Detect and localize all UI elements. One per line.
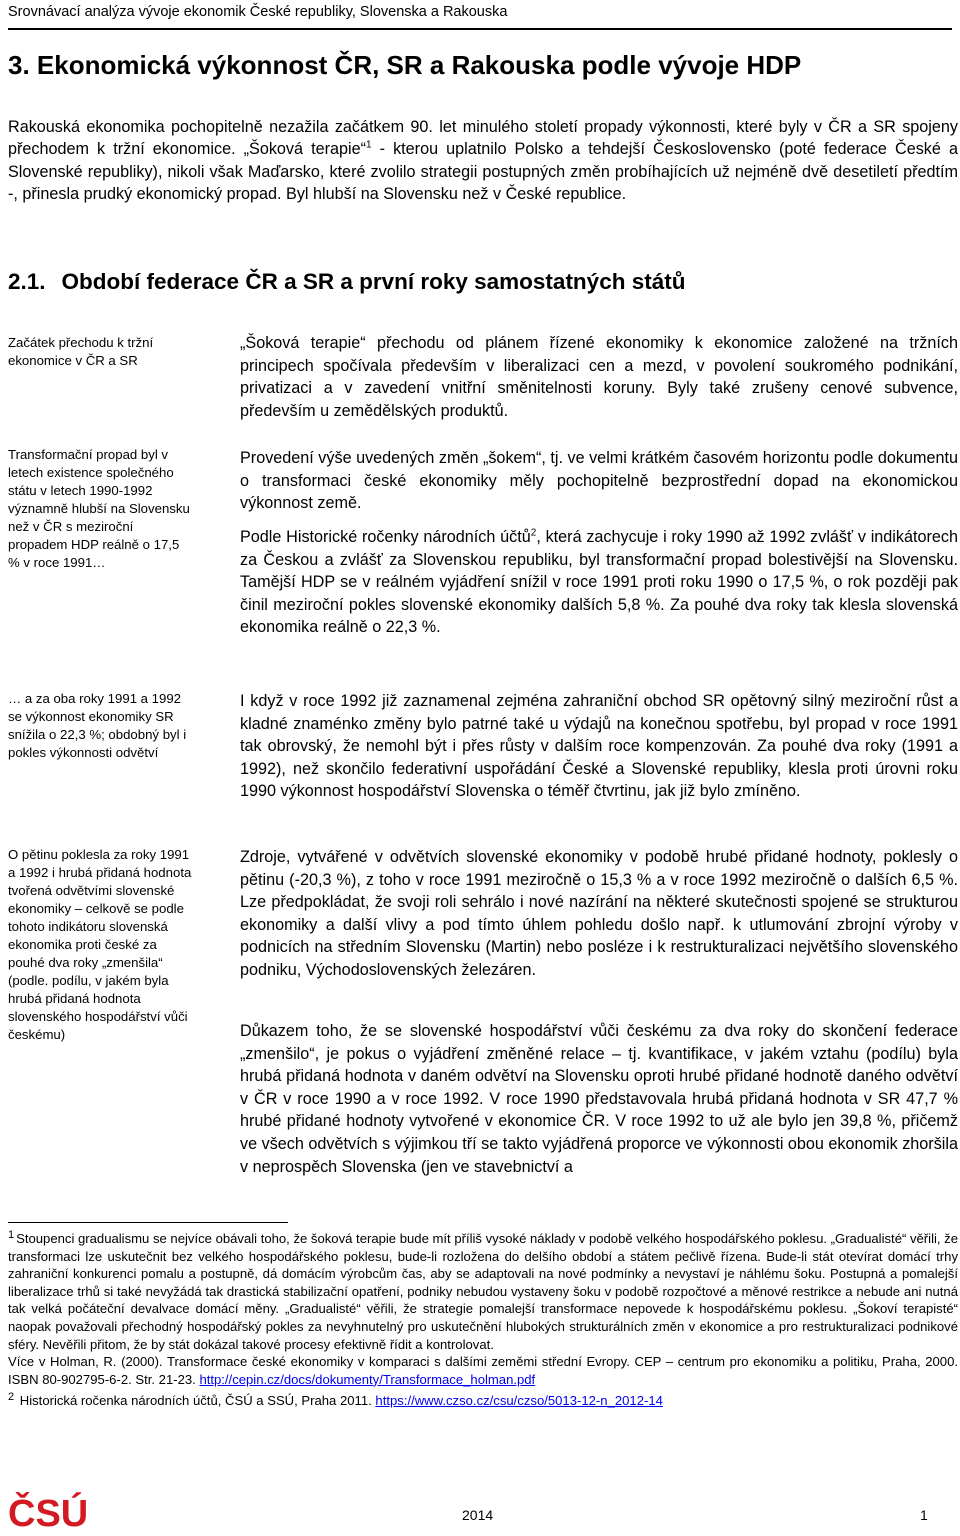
footnotes [8, 1230, 958, 1414]
section-title [8, 266, 952, 298]
footnote-2-link[interactable]: https://www.czso.cz/csu/czso/5013-12-n_2012-14 [375, 1393, 663, 1409]
footnote-2-number: 2 [8, 1390, 15, 1403]
section-title-text: Období federace ČR a SR a první roky samostatných států [61, 269, 686, 294]
paragraph-shock-therapy: „Šoková terapie“ přechodu od plánem řízené ekonomiky k ekonomice založené na tržních principech spočívala především v liberalizaci cen a mezd, v povolení soukromého podnikání, privatizaci a v zavedení vnitřní směnitelnosti koruny. Byly také zrušeny cenové subvence, především u zemědělských produktů. [240, 334, 958, 420]
footnote-2 [8, 1392, 958, 1410]
paragraph-historical-yearbook [240, 526, 958, 639]
paragraph-shock-implementation: Provedení výše uvedených změn „šokem“, tj. ve velmi krátkém časovém horizontu podle dokumentu o transformaci české ekonomiky měly pochopitelně bezprostřední dopad na ekonomickou výkonnost země. [240, 449, 958, 513]
footnote-ref-2[interactable]: 2 [530, 527, 537, 539]
footnote-1-text: Stoupenci gradualismu se nejvíce obávali toho, že šoková terapie bude mít příliš vysoké náklady v podobě velkého hospodářského poklesu. „Gradualisté“ věřili, že transformaci lze uskutečnit bez velkého hospodářského poklesu, bude-li rozložena do delšího období a státem pečlivě řízena. Bude-li stát otevírat domácí trhy zahraniční konkurenci pomalu a postupně, dá domácím výrobcům čas, aby se adaptovali na nové podmínky a nevystaví je náhlému šoku. Postupná a pomalejší liberalizace trhů si také nevyžádá tak drastická stabilizační opatření, podniky nebudou vystaveny šoku v podobě rozpočtové a měnové restrikce a nebude ani nutná tak velká počáteční devalvace domácí měny. „Gradualisté“ věřili, že strategie pomalejší transformace nepovede k hospodářskému poklesu. „Šokoví terapisté“ naopak považovali přechodný hospodářský pokles za nevyhnutelný pro uskutečnění hlubokých strukturálních změn v ekonomice a pro restrukturalizaci podnikové sféry. Nevěřili přitom, že by stát dokázal takové procesy efektivně řídit a kontrolovat. [8, 1231, 958, 1352]
footer-year: 2014 [462, 1507, 494, 1523]
footnote-1-link[interactable]: http://cepin.cz/docs/dokumenty/Transformace_holman.pdf [199, 1371, 536, 1387]
footnote-separator [8, 1222, 288, 1223]
sidenote-economy-decline: … a za oba roky 1991 a 1992 se výkonnost ekonomiky SR snížila o 22,3 %; obdobný byl i pokles výkonnosti odvětví [8, 691, 187, 760]
footnote-1 [8, 1230, 958, 1388]
footnote-2-text: Historická ročenka národních účtů, ČSÚ a SSÚ, Praha 2011. [19, 1393, 372, 1409]
footnote-1-reference: Více v Holman, R. (2000). Transformace české ekonomiky v komparaci s dalšími zeměmi střední Evropy. CEP – centrum pro ekonomiku a politiku, Praha, 2000. ISBN 80-902795-6-2. Str. 21-23. [8, 1354, 958, 1387]
paragraph-resources-decline: Zdroje, vytvářené v odvětvích slovenské ekonomiky v podobě hrubé přidané hodnoty, poklesly o pětinu (-20,3 %), z toho v roce 1991 meziročně o 15,3 % a v roce 1992 meziročně o dalších 6,5 %. Lze předpokládat, že svoji roli sehrálo i nové nazírání na některé skutečnosti spojené se strukturou ekonomiky a další vlivy a pod tímto úhlem pohledu došlo např. k utlumování zbrojní výroby v podnicích na středním Slovensku (Martin) nebo posléze i k restrukturalizaci největšího slovenského podniku, Východoslovenských železáren. [240, 848, 958, 979]
logo-text: ČSÚ [8, 1493, 88, 1532]
p3-text-b: , která zachycuje i roky 1990 až 1992 zvlášť v indikátorech za Českou a zvlášť za Slovenskou republiku, byl transformační propad bolestivější na Slovensku. Tamější HDP se v reálném vyjádření snížil v roce 1991 proti roku 1990 o 17,5 %, o rok později pak činil meziroční pokles slovenské ekonomiky dalších 5,8 %. Za pouhé dva roky tak klesla slovenská ekonomika reálně o 22,3 %. [240, 528, 958, 637]
sidenote-transformation-drop: Transformační propad byl v letech existence společného státu v letech 1990-1992 významně hlubší na Slovensku než v ČR s meziroční propadem HDP reálně o 17,5 % v roce 1991… [8, 447, 190, 570]
paragraph-1992-trade: I když v roce 1992 již zaznamenal zejména zahraniční obchod SR opětovný silný meziroční růst a kladné znaménko změny bylo patrné také u výdajů na konečnou spotřebu, byl propad v roce 1991 tak obrovský, že nemohl být i přes růsty v dalším roce kompenzován. Za pouhé dva roky (1991 a 1992), než skončilo federativní uspořádání České a Slovenské republiky, klesla proti úrovni roku 1990 výkonnost hospodářství Slovenska o téměř čtvrtinu, jak již bylo zmíněno. [240, 692, 958, 801]
p3-text-a: Podle Historické ročenky národních účtů [240, 528, 531, 546]
intro-paragraph [8, 116, 958, 206]
sidenote-value-added-decline: O pětinu poklesla za roky 1991 a 1992 i hrubá přidaná hodnota tvořená odvětvími slovenské ekonomiky – celkově se podle tohoto indikátoru slovenská ekonomika proti české za pouhé dva roky „zmenšila“ (podle. podílu, v jakém byla hrubá přidaná hodnota slovenského hospodářství vůči českému) [8, 847, 192, 1042]
footnote-1-number: 1 [8, 1228, 15, 1241]
intro-text-a: Rakouská ekonomika pochopitelně nezažila začátkem 90. let minulého století propady výkonnosti, které byly v ČR a SR spojeny přechodem k tržní ekonomice. „Šoková terapie“ [8, 118, 958, 159]
paragraph-slovak-shrink: Důkazem toho, že se slovenské hospodářství vůči českému za dva roky do skončení federace „zmenšilo“, je pokus o vyjádření změněné relace – tj. kvantifikace, v jakém vztahu (podílu) byla hrubá přidaná hodnota v daném odvětví na Slovensku oproti hrubé přidané hodnotě daného odvětví v ČR v roce 1990 a v roce 1992. V roce 1990 představovala hrubá přidaná hodnota v SR 47,7 % hrubé přidané hodnoty vytvořené v ekonomice ČR. V roce 1992 to už ale bylo jen 39,8 %, přičemž ve všech odvětvích s výjimkou tří se takto vyjádřená proporce ve výkonnosti obou ekonomik zhoršila v neprospěch Slovenska (jen ve stavebnictví a [240, 1022, 958, 1176]
sidenote-start-of-transition: Začátek přechodu k tržní ekonomice v ČR a SR [8, 335, 154, 368]
csu-logo [8, 1486, 88, 1532]
intro-text-b: - kterou uplatnilo Polsko a tehdejší Československo (poté federace České a Slovenské republiky), nikoli však Maďarsko, které zvolilo strategii postupných změn probíhajících už nejméně dvě desetiletí předtím -, přinesla prudký ekonomický propad. Byl hlubší na Slovensku než v České republice. [8, 140, 958, 204]
chapter-title: 3. Ekonomická výkonnost ČR, SR a Rakouska podle vývoje HDP [8, 50, 802, 80]
footnote-ref-1[interactable]: 1 [365, 140, 372, 152]
section-number: 2.1. [8, 269, 46, 294]
running-header: Srovnávací analýza vývoje ekonomik České republiky, Slovenska a Rakouska [8, 2, 952, 30]
page-number: 1 [920, 1507, 928, 1523]
